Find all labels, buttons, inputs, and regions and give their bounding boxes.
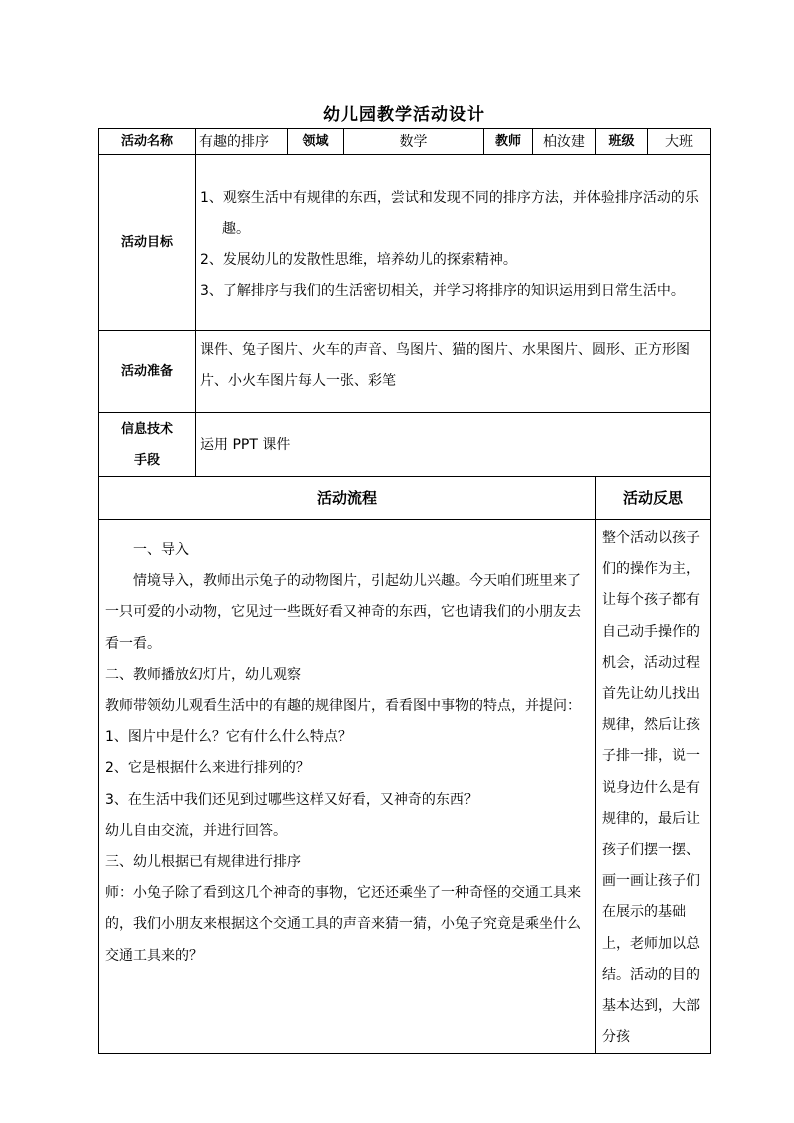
goals-label: 活动目标 — [99, 155, 196, 331]
flow-para-8: 幼儿自由交流，并进行回答。 — [105, 822, 287, 839]
activity-name-value: 有趣的排序 — [196, 129, 288, 155]
prep-label: 活动准备 — [99, 331, 196, 413]
tech-label — [99, 413, 196, 477]
class-value: 大班 — [648, 129, 711, 155]
flow-para-2: 情境导入，教师出示兔子的动物图片，引起幼儿兴趣。今天咱们班里来了一只可爱的小动物，它见过一些既好看又神奇的东西，它也请我们的小朋友去看一看。 — [105, 573, 581, 652]
tech-label-line2: 手段 — [133, 452, 160, 468]
domain-label: 领域 — [288, 129, 344, 155]
flow-body-row — [99, 520, 711, 1054]
domain-value: 数学 — [344, 129, 484, 155]
flow-para-10: 师：小兔子除了看到这几个神奇的事物，它还还乘坐了一种奇怪的交通工具来的，我们小朋友来根据这个交通工具的声音来猜一猜，小兔子究竟是乘坐什么交通工具来的？ — [105, 885, 581, 964]
flow-para-6: 2、它是根据什么来进行排列的？ — [105, 760, 310, 777]
page-title: 幼儿园教学活动设计 — [323, 105, 485, 125]
prep-content — [196, 331, 711, 413]
reflection-content — [596, 520, 711, 1054]
class-label: 班级 — [596, 129, 648, 155]
flow-para-1: 一、导入 — [133, 542, 189, 558]
tech-text: 运用 PPT 课件 — [200, 437, 291, 453]
teacher-label: 教师 — [484, 129, 533, 155]
flow-para-5: 1、图片中是什么？它有什么什么特点？ — [105, 729, 352, 746]
goals-content — [196, 155, 711, 331]
flow-para-9: 三、幼儿根据已有规律进行排序 — [105, 854, 301, 871]
activity-name-label: 活动名称 — [99, 129, 196, 155]
goal-item-2: 2、发展幼儿的发散性思维，培养幼儿的探索精神。 — [200, 252, 517, 268]
flow-para-3: 二、教师播放幻灯片，幼儿观察 — [105, 666, 301, 683]
tech-label-line1: 信息技术 — [120, 421, 173, 437]
flow-para-7: 3、在生活中我们还见到过哪些这样又好看，又神奇的东西？ — [105, 791, 478, 808]
tech-row — [99, 413, 711, 477]
prep-text: 课件、兔子图片、火车的声音、鸟图片、猫的图片、水果图片、圆形、正方形图片、小火车图片每人一张、彩笔 — [200, 342, 690, 389]
flow-header: 活动流程 — [99, 477, 596, 520]
prep-row — [99, 331, 711, 413]
info-row — [99, 129, 711, 155]
reflection-text: 整个活动以孩子们的操作为主，让每个孩子都有自己动手操作的机会，活动过程首先让幼儿找出规律，然后让孩子排一排，说一说身边什么是有规律的，最后让孩子们摆一摆、画一画让孩子们在展示的基础上，老师加以总结。活动的目的基本达到，大部分孩 — [602, 530, 700, 1046]
flow-para-4: 教师带领幼儿观看生活中的有趣的规律图片，看看图中事物的特点，并提问： — [105, 698, 581, 715]
goal-item-3: 3、了解排序与我们的生活密切相关，并学习将排序的知识运用到日常生活中。 — [200, 283, 685, 299]
teacher-value: 柏汝建 — [533, 129, 596, 155]
goal-item-1: 1、观察生活中有规律的东西，尝试和发现不同的排序方法，并体验排序活动的乐趣。 — [200, 190, 699, 237]
tech-content — [196, 413, 711, 477]
goals-row — [99, 155, 711, 331]
reflection-header: 活动反思 — [596, 477, 711, 520]
activity-design-table — [98, 128, 711, 1054]
flow-content — [99, 520, 596, 1054]
flow-header-row — [99, 477, 711, 520]
